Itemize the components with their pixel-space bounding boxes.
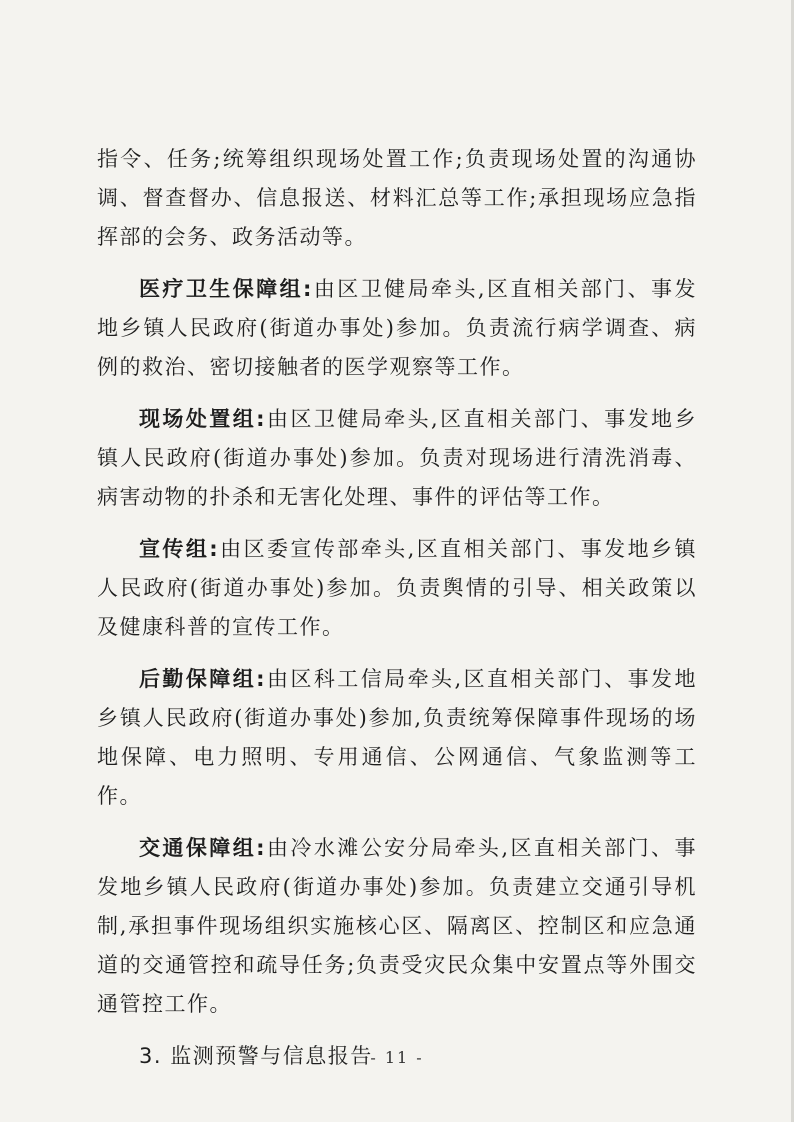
paragraph-medical-group — [97, 270, 697, 387]
paragraph-lead: 医疗卫生保障组: — [139, 277, 313, 301]
paragraph-traffic-group — [97, 829, 697, 1024]
paragraph-onsite-group — [97, 400, 697, 517]
body-text — [97, 140, 697, 1089]
paragraph-lead: 交通保障组: — [139, 836, 267, 860]
paragraph-text: 指令、任务;统筹组织现场处置工作;负责现场处置的沟通协调、督查督办、信息报送、材料汇总等工作;承担现场应急指挥部的会务、政务活动等。 — [97, 147, 697, 249]
paragraph-publicity-group — [97, 530, 697, 647]
paragraph-text: 由冷水滩公安分局牵头,区直相关部门、事发地乡镇人民政府(街道办事处)参加。负责建立交通引导机制,承担事件现场组织实施核心区、隔离区、控制区和应急通道的交通管控和疏导任务;负责受灾民众集中安置点等外围交通管控工作。 — [97, 836, 697, 1016]
paragraph-lead: 宣传组: — [139, 537, 220, 561]
paragraph-text: 由区委宣传部牵头,区直相关部门、事发地乡镇人民政府(街道办事处)参加。负责舆情的引导、相关政策以及健康科普的宣传工作。 — [97, 537, 697, 639]
paragraph-text: 由区卫健局牵头,区直相关部门、事发地乡镇人民政府(街道办事处)参加。负责对现场进行清洗消毒、病害动物的扑杀和无害化处理、事件的评估等工作。 — [97, 407, 697, 509]
paragraph-continuation — [97, 140, 697, 257]
section-heading: 3. 监测预警与信息报告 — [139, 1044, 373, 1068]
paragraph-text: 由区科工信局牵头,区直相关部门、事发地乡镇人民政府(街道办事处)参加,负责统筹保障事件现场的场地保障、电力照明、专用通信、公网通信、气象监测等工作。 — [97, 667, 697, 808]
paragraph-logistics-group — [97, 660, 697, 816]
paragraph-text: 由区卫健局牵头,区直相关部门、事发地乡镇人民政府(街道办事处)参加。负责流行病学调查、病例的救治、密切接触者的医学观察等工作。 — [97, 277, 697, 379]
paragraph-lead: 后勤保障组: — [139, 667, 267, 691]
paragraph-lead: 现场处置组: — [139, 407, 267, 431]
page-number: - 11 - — [370, 1048, 424, 1067]
